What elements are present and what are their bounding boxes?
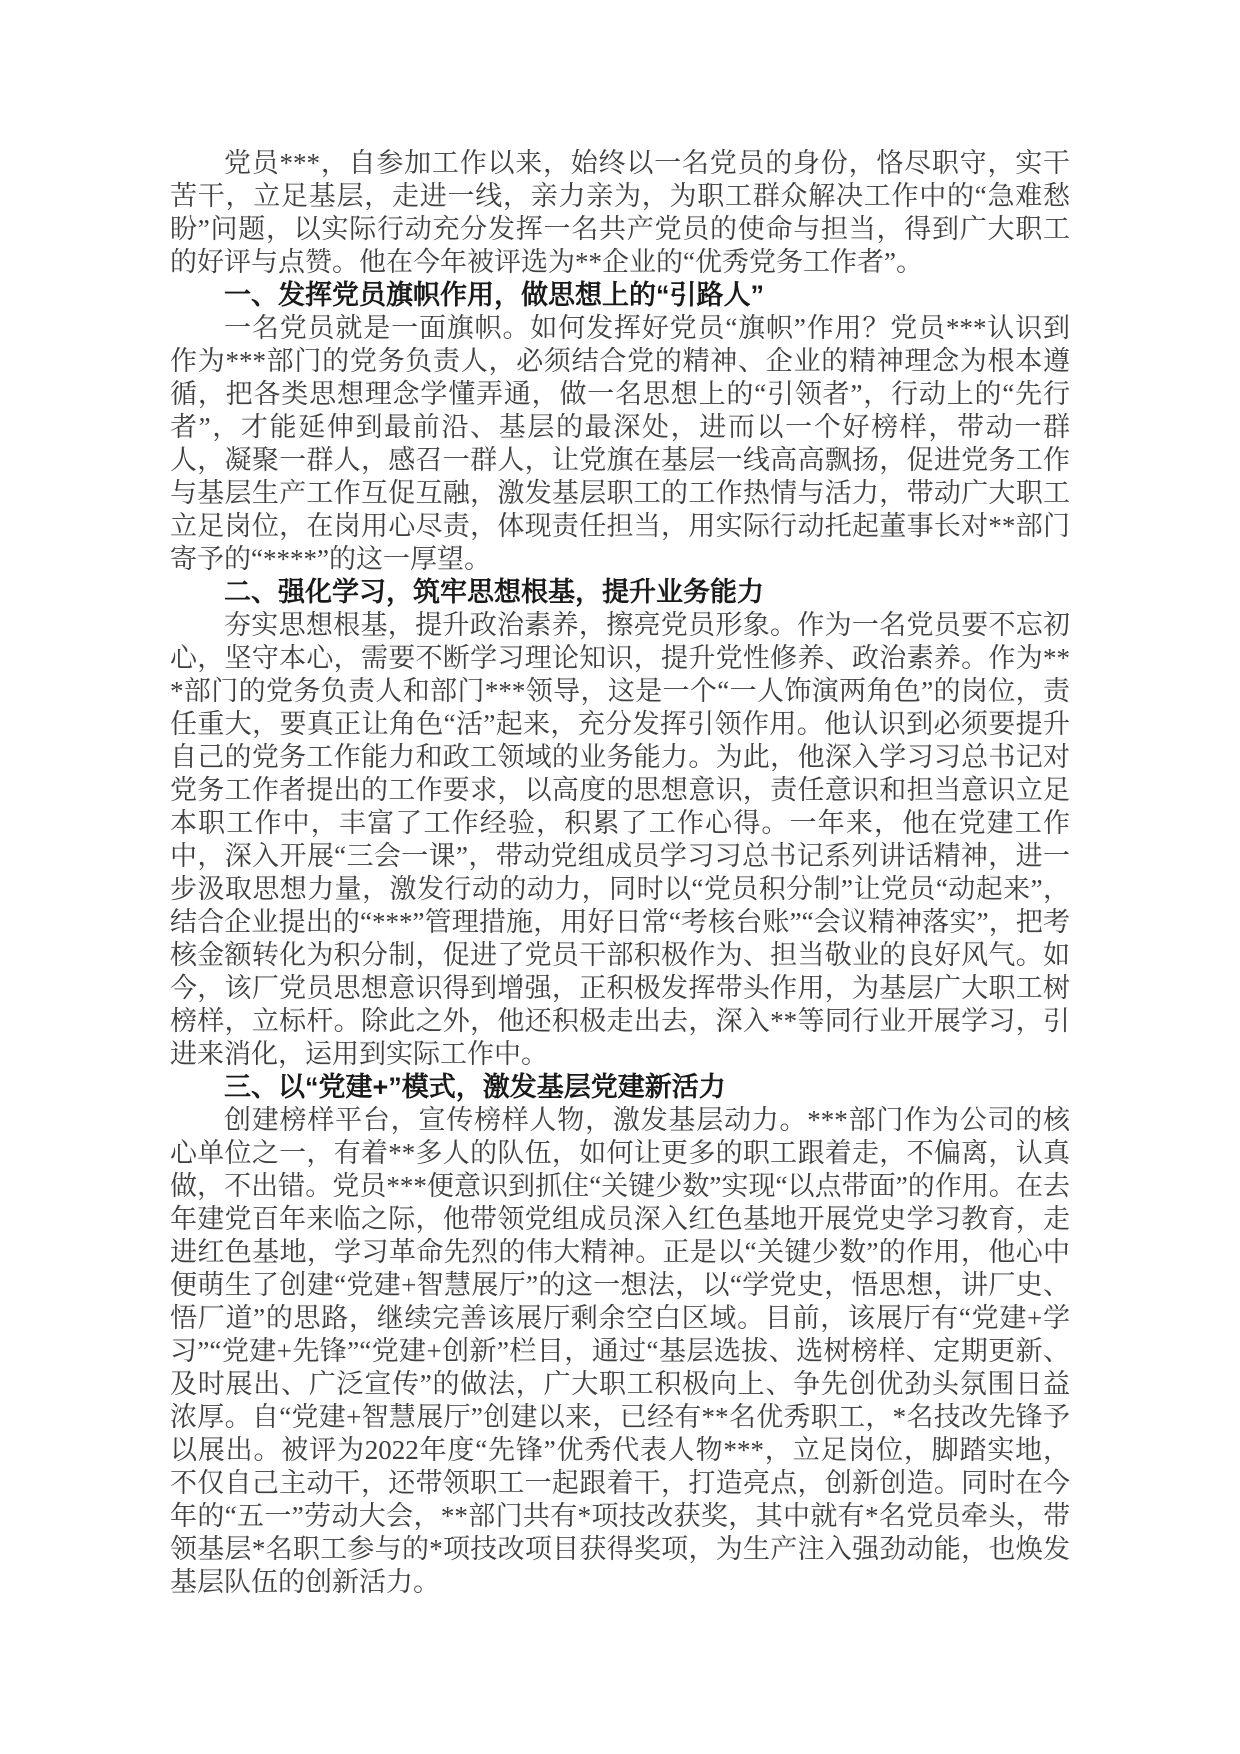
section-3-heading: 三、以“党建+”模式，激发基层党建新活力: [224, 1072, 726, 1102]
intro-paragraph: 党员***，自参加工作以来，始终以一名党员的身份，恪尽职守，实干苦干，立足基层，走进一线，亲力亲为，为职工群众解决工作中的“急难愁盼”问题，以实际行动充分发挥一名共产党员的使命与担当，得到广大职工的好评与点赞。他在今年被评选为**企业的“优秀党务工作者”。: [170, 148, 1070, 277]
section-1-heading: 一、发挥党员旗帜作用，做思想上的“引路人”: [224, 280, 764, 310]
section-1-paragraph: 一名党员就是一面旗帜。如何发挥好党员“旗帜”作用？党员***认识到作为***部门的党务负责人，必须结合党的精神、企业的精神理念为根本遵循，把各类思想理念学懂弄通，做一名思想上的“引领者”，行动上的“先行者”，才能延伸到最前沿、基层的最深处，进而以一个好榜样，带动一群人，凝聚一群人，感召一群人，让党旗在基层一线高高飘扬，促进党务工作与基层生产工作互促互融，激发基层职工的工作热情与活力，带动广大职工立足岗位，在岗用心尽责，体现责任担当，用实际行动托起董事长对**部门寄予的“****”的这一厚望。: [170, 313, 1070, 574]
section-2-heading: 二、强化学习，筑牢思想根基，提升业务能力: [224, 577, 764, 607]
section-2-paragraph: 夯实思想根基，提升政治素养，擦亮党员形象。作为一名党员要不忘初心，坚守本心，需要不断学习理论知识，提升党性修养、政治素养。作为***部门的党务负责人和部门***领导，这是一个“一人饰演两角色”的岗位，责任重大，要真正让角色“活”起来，充分发挥引领作用。他认识到必须要提升自己的党务工作能力和政工领域的业务能力。为此，他深入学习习总书记对党务工作者提出的工作要求，以高度的思想意识，责任意识和担当意识立足本职工作中，丰富了工作经验，积累了工作心得。一年来，他在党建工作中，深入开展“三会一课”，带动党组成员学习习总书记系列讲话精神，进一步汲取思想力量，激发行动的动力，同时以“党员积分制”让党员“动起来”，结合企业提出的“***”管理措施，用好日常“考核台账”“会议精神落实”，把考核金额转化为积分制，促进了党员干部积极作为、担当敬业的良好风气。如今，该厂党员思想意识得到增强，正积极发挥带头作用，为基层广大职工树榜样，立标杆。除此之外，他还积极走出去，深入**等同行业开展学习，引进来消化，运用到实际工作中。: [170, 610, 1070, 1069]
document-body: [170, 147, 1070, 1599]
section-3-paragraph: 创建榜样平台，宣传榜样人物，激发基层动力。***部门作为公司的核心单位之一，有着**多人的队伍，如何让更多的职工跟着走，不偏离，认真做，不出错。党员***便意识到抓住“关键少数”实现“以点带面”的作用。在去年建党百年来临之际，他带领党组成员深入红色基地开展党史学习教育，走进红色基地，学习革命先烈的伟大精神。正是以“关键少数”的作用，他心中便萌生了创建“党建+智慧展厅”的这一想法，以“学党史，悟思想，讲厂史、悟厂道”的思路，继续完善该展厅剩余空白区域。目前，该展厅有“党建+学习”“党建+先锋”“党建+创新”栏目，通过“基层选拔、选树榜样、定期更新、及时展出、广泛宣传”的做法，广大职工积极向上、争先创优劲头氛围日益浓厚。自“党建+智慧展厅”创建以来，已经有**名优秀职工，*名技改先锋予以展出。被评为2022年度“先锋”优秀代表人物***，立足岗位，脚踏实地，不仅自己主动干，还带领职工一起跟着干，打造亮点，创新创造。同时在今年的“五一”劳动大会，**部门共有*项技改获奖，其中就有*名党员牵头，带领基层*名职工参与的*项技改项目获得奖项，为生产注入强劲动能，也焕发基层队伍的创新活力。: [170, 1105, 1070, 1597]
